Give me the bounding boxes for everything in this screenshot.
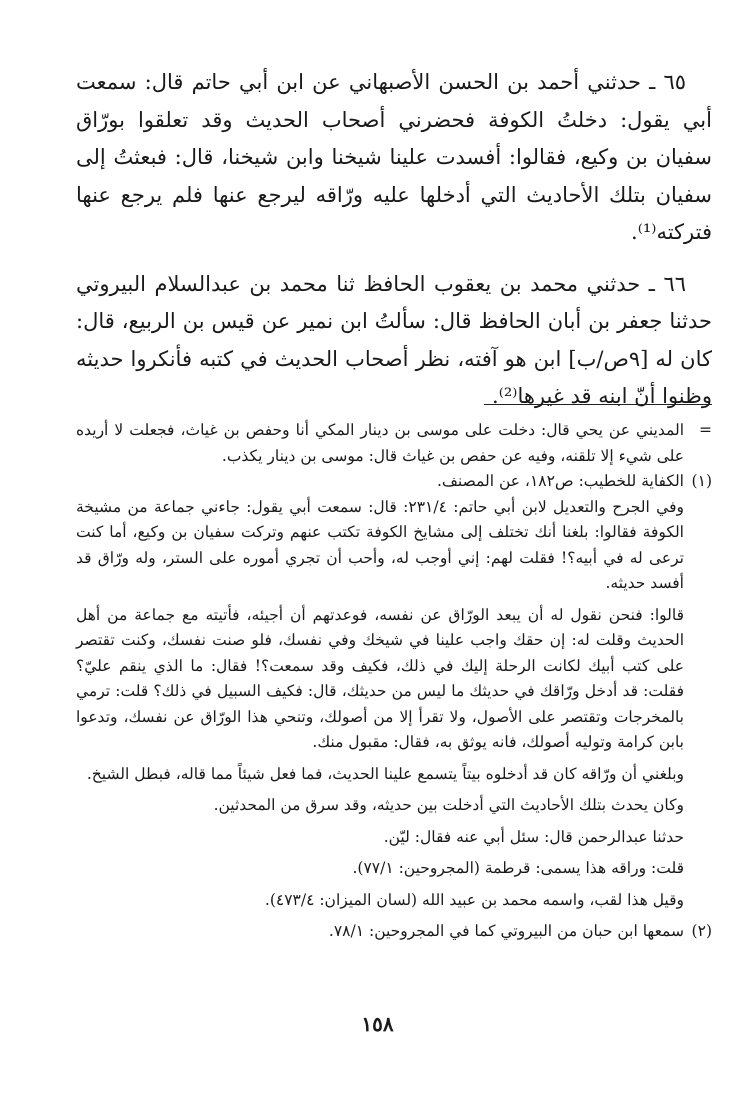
main-text [76, 64, 712, 416]
hadith-paragraph-65: ٦٥ ـ حدثني أحمد بن الحسن الأصبهاني عن ابن أبي حاتم قال: سمعت أبي يقول: دخلتُ الكوفة فحضرني أصحاب الحديث وقد تعلقوا بورّاق سفيان بن وكيع، فقالوا: أفسدت علينا شيخنا وابن شيخنا، قال: فبعثتُ إلى سفيان بتلك الأحاديث التي أدخلها عليه ورّاقه ليرجع عنها فلم يرجع عنها فتركته⁽¹⁾. [76, 70, 712, 244]
footnote-text: الكفاية للخطيب: ص١٨٢، عن المصنف. [436, 472, 684, 490]
footnote-marker: (٢) [691, 922, 712, 940]
footnote-marker: (١) [691, 472, 712, 490]
page-number: ١٥٨ [361, 1012, 394, 1036]
footnote-text: قلت: وراقه هذا يسمى: قرطمة (المجروحين: ٧٧/١). [352, 859, 684, 877]
footnote-text: حدثنا عبدالرحمن قال: سئل أبي عنه فقال: ليّن. [383, 827, 684, 846]
footnote-separator [484, 404, 712, 405]
footnote-text: وكان يحدث بتلك الأحاديث التي أدخلت بين حديثه، وقد سرق من المحدثين. [213, 796, 684, 814]
continuation-marker: = [699, 421, 712, 439]
footnote-text: وفي الجرح والتعديل لابن أبي حاتم: ٢٣١/٤: قال: سمعت أبي يقول: جاءني جماعة من مشيخة الكوفة فقالوا: بلغنا أنك تختلف إلى مشايخ الكوفة تكتب عنهم وتركت سفيان بن وكيع، أما كنت ترعى له في أبيه؟! فقلت لهم: إني أوجب له، وأحب أن تجري أموره على الستر، وله ورّاق قد أفسد حديثه. [76, 497, 684, 592]
footnote-2 [76, 919, 712, 945]
footnote-1 [76, 469, 712, 913]
footnote-text: المديني عن يحي قال: دخلت على موسى بن دينار المكي أنا وحفص بن غياث، فجعلت لا أريده على شيء إلا تلقنه، وفيه عن حفص بن غياث قال: موسى بن دينار يكذب. [76, 421, 684, 465]
footnote-text: سمعها ابن حبان من البيروتي كما في المجروحين: ٧٨/١. [328, 922, 684, 940]
footnote-text: وبلغني أن ورّاقه كان قد أدخلوه بيتاً يتسمع علينا الحديث، فما فعل شيئاً مما قاله، فبطل الشيخ. [86, 764, 684, 783]
footnotes-section [76, 418, 712, 945]
footnote-continuation [76, 418, 712, 469]
footnote-text: قالوا: فنحن نقول له أن يبعد الورّاق عن نفسه، فوعدتهم أن أجيئه، فأتيته مع جماعة من أهل الحديث وقلت له: إن حقك واجب علينا في شيخك وفي نفسك، فلو صنت نفسك، وكنت تقتصر على كتب أبيك لكانت الرحلة إليك في ذلك، فكيف وقد سمعت؟! فقال: ما الذي ينقم عليّ؟ فقلت: قد أدخل ورّاقك في حديثك ما ليس من حديثك، قال: فكيف السبيل في ذلك؟ قلت: ترمي بالمخرجات وتقتصر على الأصول، ولا تقرأ إلا من أصولك، وتنحي هذا الورّاق عن نفسك، وتدعوا بابن كرامة وتوليه أصولك، فانه يوثق به، فقال: مقبول منك. [76, 605, 684, 751]
hadith-paragraph-66: ٦٦ ـ حدثني محمد بن يعقوب الحافظ ثنا محمد بن عبدالسلام البيروتي حدثنا جعفر بن أبان الحافظ قال: سألتُ ابن نمير عن قيس بن الربيع، قال: كان له [٩ص/ب] ابن هو آفته، نظر أصحاب الحديث في كتبه فأنكروا حديثه وظنوا أنّ ابنه قد غيرها⁽²⁾. [76, 271, 712, 408]
footnote-text: وقيل هذا لقب، واسمه محمد بن عبيد الله (لسان الميزان: ٤٧٣/٤). [264, 890, 684, 909]
